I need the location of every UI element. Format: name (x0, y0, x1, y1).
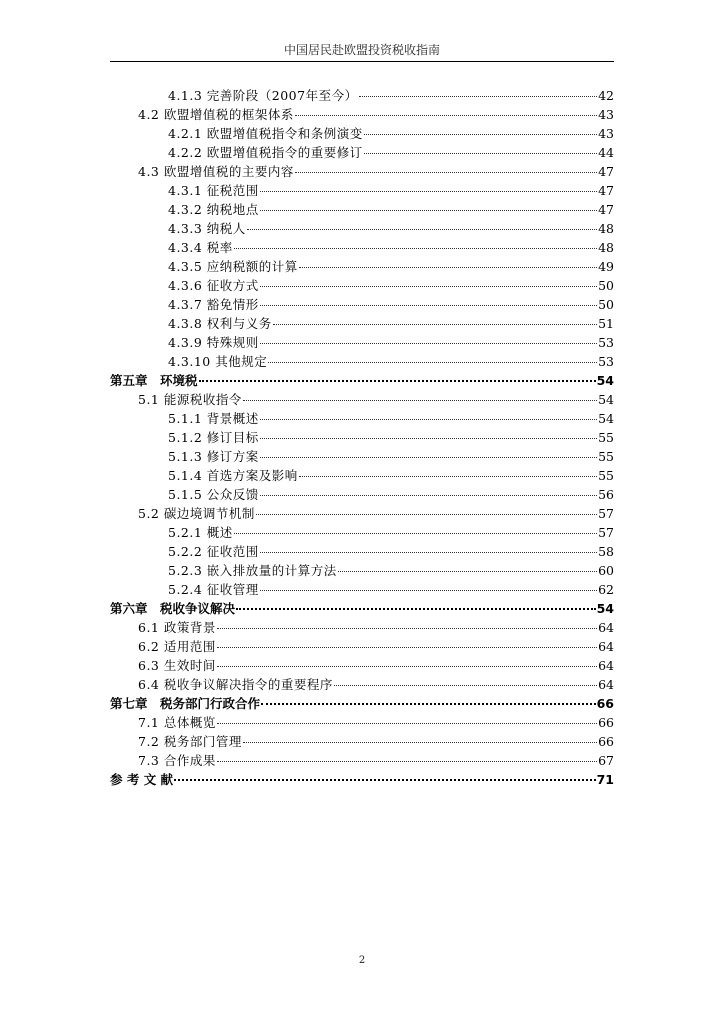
toc-entry[interactable] (168, 314, 614, 333)
toc-entry-page: 53 (598, 354, 614, 369)
dot-leader (261, 702, 596, 705)
toc-entry-title: 4.3.8 权利与义务 (168, 316, 272, 331)
toc-entry-page: 55 (598, 449, 614, 464)
dot-leader (256, 513, 597, 515)
toc-entry-page: 55 (598, 430, 614, 445)
dot-leader (295, 171, 597, 173)
toc-entry-title: 5.1.4 首选方案及影响 (168, 468, 298, 483)
toc-entry-page: 71 (596, 772, 614, 787)
toc-entry-title: 4.3.5 应纳税额的计算 (168, 259, 298, 274)
dot-leader (338, 570, 597, 572)
toc-entry-title: 6.2 适用范围 (138, 639, 216, 654)
dot-leader (174, 778, 596, 781)
toc-entry-title: 7.2 税务部门管理 (138, 734, 242, 749)
dot-leader (260, 589, 597, 591)
toc-entry-title: 4.3.1 征税范围 (168, 183, 259, 198)
toc-entry-title: 4.3.7 豁免情形 (168, 297, 259, 312)
toc-entry-title: 5.2.3 嵌入排放量的计算方法 (168, 563, 337, 578)
toc-entry-title: 第六章 税收争议解决 (110, 601, 236, 616)
dot-leader (260, 456, 597, 458)
toc-entry-title: 5.2 碳边境调节机制 (138, 506, 255, 521)
toc-entry[interactable] (138, 637, 614, 656)
toc-entry-title: 5.1.3 修订方案 (168, 449, 259, 464)
toc-entry[interactable] (168, 447, 614, 466)
toc-entry-page: 66 (598, 715, 614, 730)
dot-leader (217, 627, 597, 629)
toc-entry[interactable] (168, 466, 614, 485)
toc-entry-title: 5.2.2 征收范围 (168, 544, 259, 559)
dot-leader (260, 190, 597, 192)
dot-leader (260, 418, 597, 420)
dot-leader (217, 646, 597, 648)
toc-entry-page: 47 (598, 183, 614, 198)
toc-entry-title: 5.1.5 公众反馈 (168, 487, 259, 502)
dot-leader (364, 152, 597, 154)
toc-entry[interactable] (168, 238, 614, 257)
dot-leader (260, 209, 597, 211)
toc-entry-title: 4.3.3 纳税人 (168, 221, 246, 236)
toc-entry-title: 4.1.3 完善阶段（2007年至今） (168, 88, 358, 103)
toc-entry[interactable] (168, 181, 614, 200)
header-divider (110, 61, 614, 62)
toc-entry-title: 5.2.1 概述 (168, 525, 233, 540)
toc-entry[interactable] (138, 504, 614, 523)
dot-leader (199, 379, 596, 382)
toc-entry-title: 4.2.2 欧盟增值税指令的重要修订 (168, 145, 363, 160)
dot-leader (334, 684, 597, 686)
toc-entry-page: 50 (598, 297, 614, 312)
toc-entry-page: 44 (598, 145, 614, 160)
toc-entry-page: 48 (598, 221, 614, 236)
toc-entry[interactable] (168, 580, 614, 599)
dot-leader (260, 551, 597, 553)
dot-leader (243, 741, 597, 743)
toc-entry[interactable] (138, 732, 614, 751)
dot-leader (359, 95, 598, 97)
toc-entry-title: 4.3.6 征收方式 (168, 278, 259, 293)
toc-entry-title: 5.1.1 背景概述 (168, 411, 259, 426)
dot-leader (236, 607, 596, 610)
toc-entry-page: 62 (598, 582, 614, 597)
toc-entry-title: 第五章 环境税 (110, 373, 198, 388)
toc-entry-page: 64 (598, 639, 614, 654)
dot-leader (217, 722, 597, 724)
toc-entry[interactable] (138, 751, 614, 770)
toc-entry[interactable] (168, 333, 614, 352)
toc-entry[interactable] (168, 523, 614, 542)
toc-entry-page: 43 (598, 126, 614, 141)
toc-entry-title: 5.1 能源税收指令 (138, 392, 242, 407)
dot-leader (247, 228, 597, 230)
toc-entry-page: 57 (598, 506, 614, 521)
toc-entry-page: 55 (598, 468, 614, 483)
dot-leader (243, 399, 597, 401)
toc-entry[interactable] (138, 656, 614, 675)
toc-entry[interactable] (168, 428, 614, 447)
dot-leader (260, 285, 597, 287)
toc-entry-page: 48 (598, 240, 614, 255)
toc-entry-page: 51 (598, 316, 614, 331)
dot-leader (217, 665, 597, 667)
toc-entry-page: 42 (598, 88, 614, 103)
toc-entry-title: 第七章 税务部门行政合作 (110, 696, 261, 711)
toc-entry[interactable] (168, 409, 614, 428)
dot-leader (260, 342, 597, 344)
dot-leader (260, 437, 597, 439)
toc-entry[interactable] (168, 352, 614, 371)
toc-entry-page: 43 (598, 107, 614, 122)
toc-entry-page: 53 (598, 335, 614, 350)
dot-leader (364, 133, 597, 135)
dot-leader (299, 266, 597, 268)
toc-entry-page: 64 (598, 658, 614, 673)
toc-entry[interactable] (168, 295, 614, 314)
toc-entry-title: 4.3.2 纳税地点 (168, 202, 259, 217)
toc-entry-page: 54 (596, 373, 614, 388)
toc-entry-page: 66 (598, 734, 614, 749)
toc-entry-title: 5.2.4 征收管理 (168, 582, 259, 597)
toc-entry[interactable] (168, 561, 614, 580)
dot-leader (217, 760, 597, 762)
toc-entry-page: 49 (598, 259, 614, 274)
page-number: 2 (358, 955, 366, 966)
toc-entry[interactable] (138, 162, 614, 181)
toc-entry-page: 54 (598, 411, 614, 426)
dot-leader (268, 361, 597, 363)
toc-entry[interactable] (168, 143, 614, 162)
toc-entry-page: 47 (598, 164, 614, 179)
toc-chapter-entry[interactable] (110, 599, 614, 618)
dot-leader (260, 494, 597, 496)
toc-entry-page: 54 (596, 601, 614, 616)
toc-entry-title: 7.1 总体概览 (138, 715, 216, 730)
toc-entry-page: 57 (598, 525, 614, 540)
toc-entry[interactable] (168, 276, 614, 295)
toc-chapter-entry[interactable] (110, 770, 614, 789)
toc-entry[interactable] (138, 713, 614, 732)
toc-entry-page: 54 (598, 392, 614, 407)
toc-entry-title: 4.3.10 其他规定 (168, 354, 268, 369)
toc-entry-page: 56 (598, 487, 614, 502)
dot-leader (260, 304, 597, 306)
toc-entry-title: 6.1 政策背景 (138, 620, 216, 635)
toc-entry-page: 60 (598, 563, 614, 578)
toc-entry[interactable] (168, 86, 614, 105)
toc-entry-title: 4.2.1 欧盟增值税指令和条例演变 (168, 126, 363, 141)
toc-entry-page: 58 (598, 544, 614, 559)
dot-leader (234, 532, 597, 534)
toc-entry[interactable] (168, 200, 614, 219)
toc-entry-page: 66 (596, 696, 614, 711)
toc-entry-title: 4.2 欧盟增值税的框架体系 (138, 107, 294, 122)
toc-entry-title: 6.3 生效时间 (138, 658, 216, 673)
dot-leader (234, 247, 597, 249)
dot-leader (295, 114, 597, 116)
toc-entry-page: 67 (598, 753, 614, 768)
toc-chapter-entry[interactable] (110, 371, 614, 390)
toc-entry[interactable] (138, 105, 614, 124)
toc-entry[interactable] (138, 675, 614, 694)
toc-entry-page: 64 (598, 677, 614, 692)
dot-leader (299, 475, 597, 477)
toc-entry-page: 64 (598, 620, 614, 635)
toc-entry-title: 4.3 欧盟增值税的主要内容 (138, 164, 294, 179)
toc-entry[interactable] (138, 390, 614, 409)
toc-entry-title: 5.1.2 修订目标 (168, 430, 259, 445)
toc-entry-page: 50 (598, 278, 614, 293)
toc-entry-title: 参 考 文 献 (110, 772, 174, 787)
toc-entry-title: 7.3 合作成果 (138, 753, 216, 768)
dot-leader (273, 323, 597, 325)
toc-entry-title: 4.3.9 特殊规则 (168, 335, 259, 350)
toc-entry[interactable] (168, 485, 614, 504)
toc-entry-title: 6.4 税收争议解决指令的重要程序 (138, 677, 333, 692)
toc-entry[interactable] (168, 542, 614, 561)
toc-entry[interactable] (168, 124, 614, 143)
toc-entry[interactable] (138, 618, 614, 637)
toc-chapter-entry[interactable] (110, 694, 614, 713)
toc-entry[interactable] (168, 257, 614, 276)
toc-entry-title: 4.3.4 税率 (168, 240, 233, 255)
toc-entry[interactable] (168, 219, 614, 238)
running-header: 中国居民赴欧盟投资税收指南 (283, 43, 440, 57)
toc-entry-page: 47 (598, 202, 614, 217)
